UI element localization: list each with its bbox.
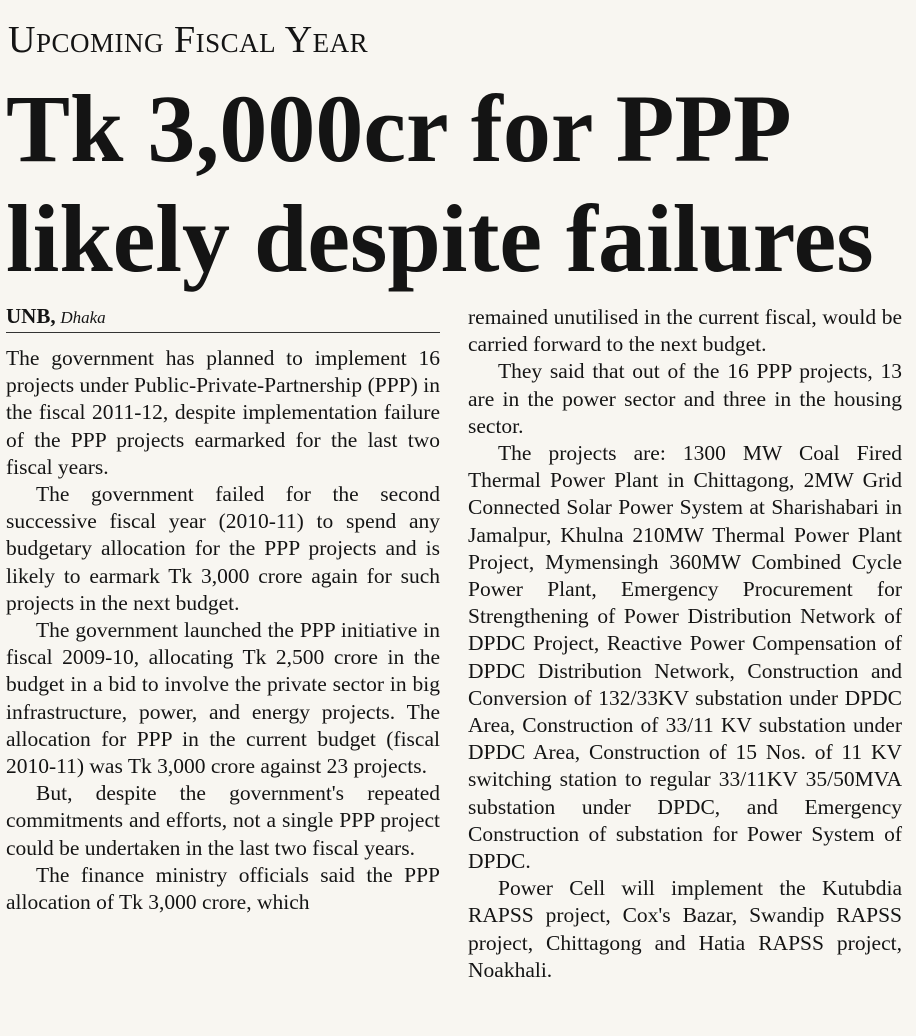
paragraph: The projects are: 1300 MW Coal Fired Thermal Power Plant in Chittagong, 2MW Grid Connected Solar Power System at Sharishabari in Jamalpur, Khulna 210MW Thermal Power Plant Project, Mymensingh 360MW Combined Cycle Power Plant, Emergency Procurement for Strengthening of Power Distribution Network of DPDC Project, Reactive Power Compensation of DPDC Distribution Network, Construction and Conversion of 132/33KV substation under DPDC Area, Construction of 33/11 KV substation under DPDC Area, Construction of 15 Nos. of 11 KV switching station to regular 33/11KV 35/50MVA substation under DPDC, and Emergency Construction of substation for Power System of DPDC.	[468, 441, 902, 874]
headline-line-2: likely despite failures	[6, 185, 874, 292]
article-column-right	[468, 304, 902, 984]
paragraph: The government failed for the second successive fiscal year (2010-11) to spend any budgetary allocation for the PPP projects and is likely to earmark Tk 3,000 crore again for such projects in the next budget.	[6, 482, 440, 615]
paragraph: remained unutilised in the current fiscal, would be carried forward to the next budget.	[468, 305, 902, 357]
byline-agency: UNB,	[6, 304, 56, 328]
paragraph: The finance ministry officials said the PPP allocation of Tk 3,000 crore, which	[6, 862, 440, 915]
paragraph: The government launched the PPP initiative in fiscal 2009-10, allocating Tk 2,500 crore in the budget in a bid to involve the private sector in big infrastructure, power, and energy projects. The allocation for PPP in the current budget (fiscal 2010-11) was Tk 3,000 crore against 23 projects.	[6, 618, 440, 779]
article-kicker: Upcoming Fiscal Year	[8, 19, 369, 61]
paragraph: Power Cell will implement the Kutubdia RAPSS project, Cox's Bazar, Swandip RAPSS project, Chittagong and Hatia RAPSS project, Noakhali.	[468, 876, 902, 982]
article-column-left	[6, 300, 440, 916]
article-headline	[6, 74, 874, 294]
byline-city: Dhaka	[60, 308, 106, 327]
paragraph: They said that out of the 16 PPP projects, 13 are in the power sector and three in the housing sector.	[468, 359, 902, 438]
byline	[6, 300, 440, 333]
paragraph: The government has planned to implement 16 projects under Public-Private-Partnership (PPP) in the fiscal 2011-12, despite implementation failure of the PPP projects earmarked for the last two fiscal years.	[6, 346, 440, 479]
headline-line-1: Tk 3,000cr for PPP	[6, 75, 792, 182]
paragraph: But, despite the government's repeated commitments and efforts, not a single PPP project could be undertaken in the last two fiscal years.	[6, 781, 440, 860]
